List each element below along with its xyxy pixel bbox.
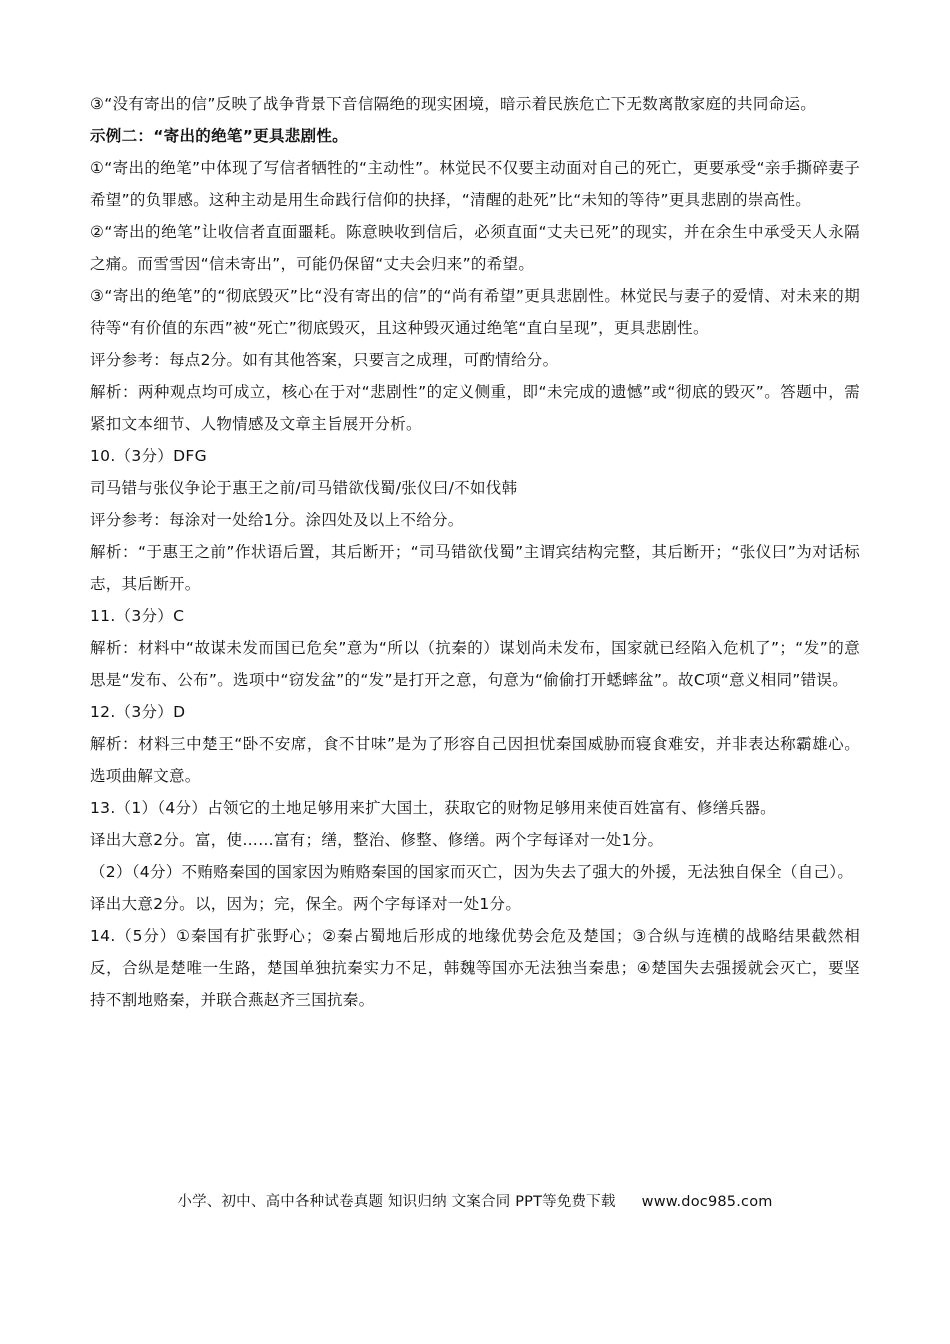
page-footer [0, 1190, 950, 1211]
paragraph-q14-answer: 14.（5分）①秦国有扩张野心；②秦占蜀地后形成的地缘优势会危及楚国；③合纵与连横的战略结果截然相反，合纵是楚唯一生路，楚国单独抗秦实力不足，韩魏等国亦无法独当秦患；④楚国失去强援就会灭亡，要坚持不割地赂秦，并联合燕赵齐三国抗秦。 [90, 927, 860, 1009]
paragraph-example-2-heading: 示例二：“寄出的绝笔”更具悲剧性。 [90, 127, 348, 145]
document-body [90, 88, 860, 1016]
paragraph-q10-scoring: 评分参考：每涂对一处给1分。涂四处及以上不给分。 [90, 511, 464, 529]
paragraph-q13-1-answer: 13.（1）（4分）占领它的土地足够用来扩大国土，获取它的财物足够用来使百姓富有、修缮兵器。 [90, 799, 776, 817]
paragraph-q11-answer: 11.（3分）C [90, 607, 185, 625]
paragraph-q12-analysis: 解析：材料三中楚王“卧不安席，食不甘味”是为了形容自己因担忧秦国威胁而寝食难安，并非表达称霸雄心。选项曲解文意。 [90, 735, 860, 785]
paragraph-example-2-point-3: ③“寄出的绝笔”的“彻底毁灭”比“没有寄出的信”的“尚有希望”更具悲剧性。林觉民与妻子的爱情、对未来的期待等“有价值的东西”被“死亡”彻底毁灭，且这种毁灭通过绝笔“直白呈现”，更具悲剧性。 [90, 287, 860, 337]
paragraph-q11-analysis: 解析：材料中“故谋未发而国已危矣”意为“所以（抗秦的）谋划尚未发布，国家就已经陷入危机了”；“发”的意思是“发布、公布”。选项中“窃发盆”的“发”是打开之意，句意为“偷偷打开蟋蟀盆”。故C项“意义相同”错误。 [90, 639, 860, 689]
paragraph-scoring-9: 评分参考：每点2分。如有其他答案，只要言之成理，可酌情给分。 [90, 351, 559, 369]
paragraph-q10-answer: 10.（3分）DFG [90, 447, 207, 465]
paragraph-q10-punctuation: 司马错与张仪争论于惠王之前/司马错欲伐蜀/张仪曰/不如伐韩 [90, 479, 518, 497]
paragraph-answer-3-unsent: ③“没有寄出的信”反映了战争背景下音信隔绝的现实困境，暗示着民族危亡下无数离散家庭的共同命运。 [90, 95, 817, 113]
paragraph-q13-2-answer: （2）（4分）不贿赂秦国的国家因为贿赂秦国的国家而灭亡，因为失去了强大的外援，无法独自保全（自己）。 [90, 863, 854, 881]
paragraph-analysis-9: 解析：两种观点均可成立，核心在于对“悲剧性”的定义侧重，即“未完成的遗憾”或“彻底的毁灭”。答题中，需紧扣文本细节、人物情感及文章主旨展开分析。 [90, 383, 860, 433]
paragraph-q13-1-scoring: 译出大意2分。富，使……富有；缮，整治、修整、修缮。两个字每译对一处1分。 [90, 831, 664, 849]
paragraph-q10-analysis: 解析：“于惠王之前”作状语后置，其后断开；“司马错欲伐蜀”主谓宾结构完整，其后断开；“张仪曰”为对话标志，其后断开。 [90, 543, 860, 593]
paragraph-q12-answer: 12.（3分）D [90, 703, 186, 721]
paragraph-q13-2-scoring: 译出大意2分。以，因为；完，保全。两个字每译对一处1分。 [90, 895, 522, 913]
paragraph-example-2-point-1: ①“寄出的绝笔”中体现了写信者牺牲的“主动性”。林觉民不仅要主动面对自己的死亡，更要承受“亲手撕碎妻子希望”的负罪感。这种主动是用生命践行信仰的抉择，“清醒的赴死”比“未知的等待”更具悲剧的崇高性。 [90, 159, 860, 209]
paragraph-example-2-point-2: ②“寄出的绝笔”让收信者直面噩耗。陈意映收到信后，必须直面“丈夫已死”的现实，并在余生中承受天人永隔之痛。而雪雪因“信未寄出”，可能仍保留“丈夫会归来”的希望。 [90, 223, 860, 273]
footer-text: 小学、初中、高中各种试卷真题 知识归纳 文案合同 PPT等免费下载 [177, 1194, 616, 1210]
footer-site-link[interactable]: www.doc985.com [641, 1194, 773, 1210]
